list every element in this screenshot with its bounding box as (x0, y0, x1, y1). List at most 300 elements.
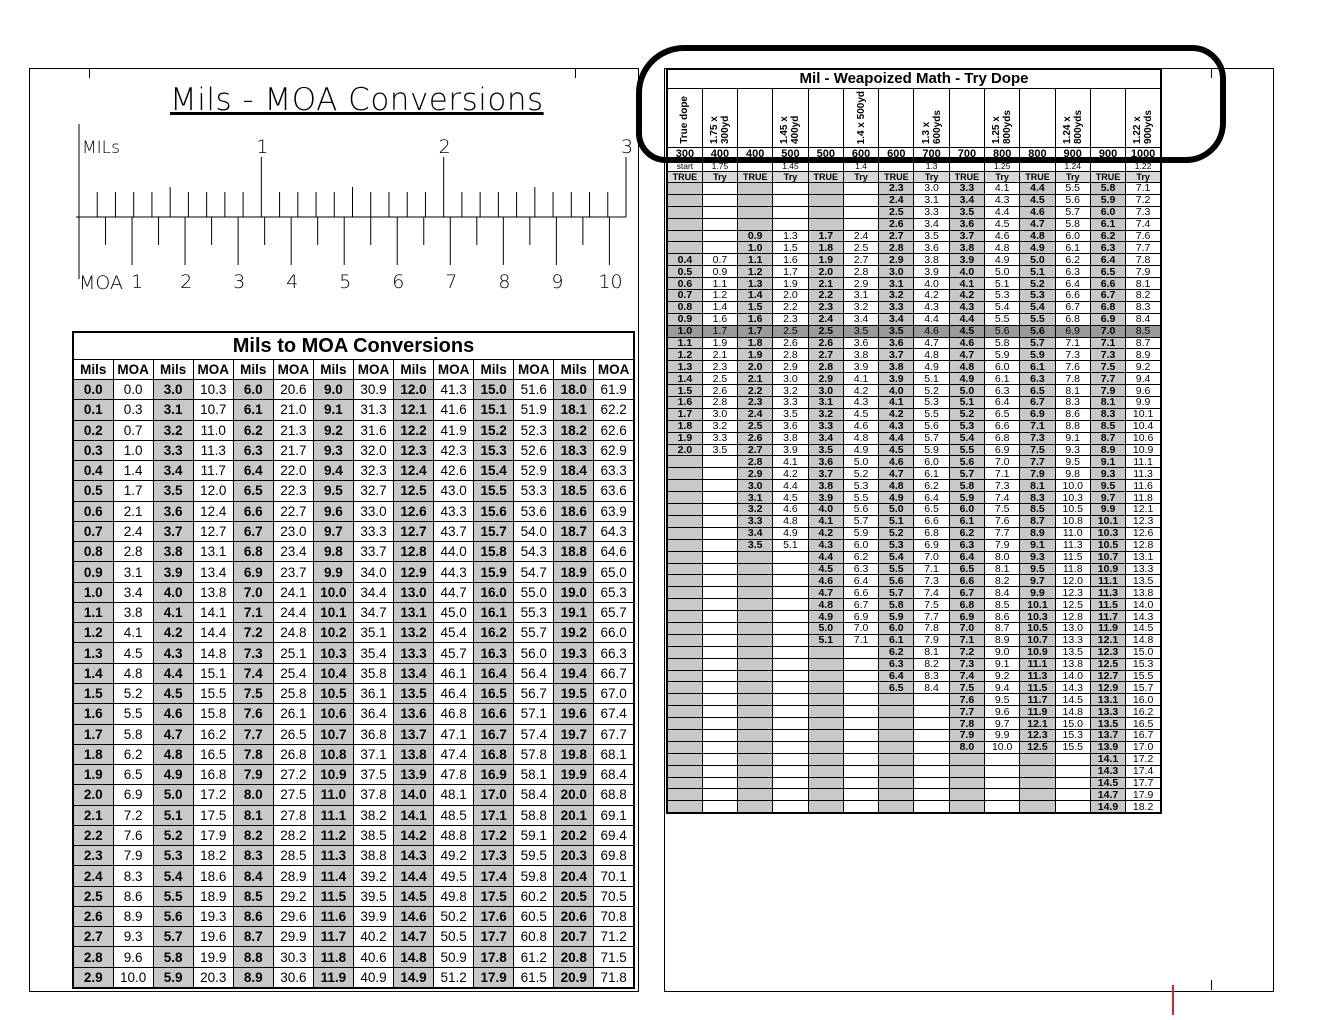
try-dope-cell (843, 194, 878, 206)
moa-cell: 1.0 (113, 440, 153, 460)
try-dope-cell: 18.2 (1126, 801, 1161, 813)
column-header: MOA (594, 360, 634, 380)
mils-cell: 4.1 (153, 602, 193, 622)
dope-row (667, 408, 1161, 420)
mils-cell: 10.7 (313, 724, 353, 744)
true-dope-cell: 2.9 (879, 254, 914, 266)
moa-cell: 48.1 (434, 785, 474, 805)
try-dope-cell: 16.0 (1126, 694, 1161, 706)
mils-cell: 2.6 (73, 906, 113, 926)
try-dope-cell (985, 765, 1020, 777)
true-dope-cell: 5.3 (1020, 290, 1055, 302)
true-dope-cell: 6.9 (1020, 408, 1055, 420)
moa-cell: 71.2 (594, 927, 634, 947)
dope-row (667, 325, 1161, 337)
moa-cell: 23.0 (273, 521, 313, 541)
mils-cell: 17.9 (474, 967, 514, 988)
try-dope-cell (773, 658, 808, 670)
true-dope-cell: 0.9 (738, 230, 773, 242)
moa-cell: 4.8 (113, 663, 153, 683)
true-dope-cell: 4.3 (879, 420, 914, 432)
try-dope-cell: 5.2 (914, 385, 949, 397)
mils-cell: 12.0 (394, 380, 434, 400)
moa-cell: 42.6 (434, 461, 474, 481)
moa-cell: 43.7 (434, 521, 474, 541)
true-dope-cell (667, 765, 702, 777)
true-dope-cell: 4.9 (1020, 242, 1055, 254)
moa-cell: 23.7 (273, 562, 313, 582)
range-multiplier-header (808, 89, 843, 148)
try-dope-cell (985, 777, 1020, 789)
moa-cell: 11.7 (193, 461, 233, 481)
true-dope-cell: 6.0 (949, 504, 984, 516)
moa-scale-number: 5 (339, 271, 352, 293)
true-dope-cell (738, 741, 773, 753)
dope-row (667, 777, 1161, 789)
try-dope-cell: 7.4 (1126, 218, 1161, 230)
try-dope-cell: 1.2 (702, 290, 737, 302)
moa-cell: 33.3 (353, 521, 393, 541)
moa-cell: 35.8 (353, 663, 393, 683)
table-row (73, 461, 634, 481)
true-dope-cell: 8.3 (1090, 408, 1125, 420)
true-dope-cell (808, 658, 843, 670)
true-dope-cell: 10.9 (1090, 563, 1125, 575)
true-dope-cell: 6.5 (879, 682, 914, 694)
true-dope-cell (667, 230, 702, 242)
table-row (73, 724, 634, 744)
try-dope-cell: 5.3 (985, 290, 1020, 302)
moa-cell: 69.8 (594, 846, 634, 866)
try-dope-cell: 6.8 (1055, 313, 1090, 325)
true-dope-cell: 1.9 (738, 349, 773, 361)
true-dope-cell (667, 777, 702, 789)
true-dope-cell (808, 718, 843, 730)
try-dope-cell: 8.2 (985, 575, 1020, 587)
mils-cell: 7.3 (233, 643, 273, 663)
moa-cell: 67.7 (594, 724, 634, 744)
moa-cell: 4.1 (113, 623, 153, 643)
try-dope-cell: 0.7 (702, 254, 737, 266)
true-dope-cell: 6.5 (1020, 385, 1055, 397)
moa-cell: 53.6 (514, 501, 554, 521)
try-dope-cell: 4.3 (914, 301, 949, 313)
try-dope-cell (773, 729, 808, 741)
table-row (73, 805, 634, 825)
try-dope-cell: 3.3 (702, 432, 737, 444)
try-dope-cell: 8.1 (1126, 278, 1161, 290)
try-dope-cell: 2.5 (843, 242, 878, 254)
moa-cell: 13.1 (193, 542, 233, 562)
try-dope-cell: 11.8 (1055, 563, 1090, 575)
true-dope-cell: 8.0 (949, 741, 984, 753)
table-row (73, 906, 634, 926)
true-dope-cell: 13.1 (1090, 694, 1125, 706)
true-dope-cell (879, 741, 914, 753)
moa-scale-number: 9 (551, 271, 564, 293)
mils-cell: 11.0 (313, 785, 353, 805)
try-dope-cell: 12.3 (1126, 515, 1161, 527)
true-dope-cell: 5.8 (949, 480, 984, 492)
try-dope-cell: 13.0 (1055, 622, 1090, 634)
true-dope-cell: 2.8 (879, 242, 914, 254)
true-dope-cell: 4.5 (879, 444, 914, 456)
try-dope-cell (843, 753, 878, 765)
true-dope-cell: 4.1 (808, 515, 843, 527)
moa-cell: 14.8 (193, 643, 233, 663)
try-dope-cell: 7.0 (843, 622, 878, 634)
moa-cell: 56.4 (514, 663, 554, 683)
true-dope-cell: 6.5 (949, 563, 984, 575)
try-dope-cell (914, 741, 949, 753)
true-dope-cell (808, 206, 843, 218)
true-dope-cell (738, 765, 773, 777)
table-row (73, 947, 634, 967)
true-dope-cell: 4.3 (808, 539, 843, 551)
moa-scale-number: 1 (131, 271, 144, 293)
moa-cell: 9.3 (113, 927, 153, 947)
mils-cell: 6.1 (233, 400, 273, 420)
mils-cell: 7.9 (233, 765, 273, 785)
try-dope-cell: 7.6 (985, 515, 1020, 527)
moa-cell: 67.4 (594, 704, 634, 724)
true-dope-cell: 1.7 (738, 325, 773, 337)
moa-cell: 49.8 (434, 886, 474, 906)
moa-cell: 5.8 (113, 724, 153, 744)
true-dope-cell (667, 634, 702, 646)
moa-cell: 12.4 (193, 501, 233, 521)
true-dope-cell: 5.6 (1020, 325, 1055, 337)
range-cell: 600 (879, 148, 914, 161)
true-dope-cell (949, 753, 984, 765)
try-dope-cell: 13.8 (1126, 587, 1161, 599)
try-dope-cell: 5.6 (1055, 194, 1090, 206)
true-dope-cell (738, 634, 773, 646)
try-dope-cell (773, 634, 808, 646)
true-dope-cell (949, 765, 984, 777)
mils-cell: 20.0 (554, 785, 594, 805)
moa-cell: 19.3 (193, 906, 233, 926)
true-dope-cell: 3.2 (879, 290, 914, 302)
moa-cell: 62.2 (594, 400, 634, 420)
moa-cell: 68.8 (594, 785, 634, 805)
mils-cell: 15.2 (474, 420, 514, 440)
true-dope-cell (667, 587, 702, 599)
true-dope-cell: 7.1 (1020, 420, 1055, 432)
true-dope-cell: 4.9 (949, 373, 984, 385)
table-row (73, 623, 634, 643)
true-dope-cell: 7.8 (949, 718, 984, 730)
true-dope-cell (667, 575, 702, 587)
try-dope-cell (914, 729, 949, 741)
true-dope-cell (808, 646, 843, 658)
true-dope-cell: 1.6 (667, 397, 702, 409)
true-dope-cell: 5.0 (808, 622, 843, 634)
true-dope-cell: 10.3 (1020, 611, 1055, 623)
mils-cell: 7.0 (233, 582, 273, 602)
try-dope-cell: 6.2 (914, 480, 949, 492)
mils-cell: 8.6 (233, 906, 273, 926)
moa-cell: 19.9 (193, 947, 233, 967)
true-dope-cell: 12.3 (1090, 646, 1125, 658)
true-dope-cell (738, 777, 773, 789)
true-dope-cell: 5.9 (1020, 349, 1055, 361)
try-dope-cell: 12.5 (1055, 599, 1090, 611)
try-dope-cell (702, 468, 737, 480)
mils-cell: 11.4 (313, 866, 353, 886)
try-dope-table (666, 68, 1162, 814)
try-dope-cell (702, 218, 737, 230)
moa-cell: 39.9 (353, 906, 393, 926)
try-dope-cell: 2.6 (702, 385, 737, 397)
multiplier-cell: 1.3 (914, 161, 949, 172)
mils-cell: 1.1 (73, 602, 113, 622)
true-dope-cell: 0.7 (667, 290, 702, 302)
true-dope-cell: 11.3 (1090, 587, 1125, 599)
moa-cell: 37.5 (353, 765, 393, 785)
multiplier-cell (949, 161, 984, 172)
mils-cell: 0.7 (73, 521, 113, 541)
try-dope-cell: 2.9 (843, 278, 878, 290)
mils-cell: 19.4 (554, 663, 594, 683)
try-dope-cell (702, 753, 737, 765)
moa-cell: 55.3 (514, 602, 554, 622)
range-cell: 500 (773, 148, 808, 161)
true-dope-cell: 3.3 (738, 515, 773, 527)
mils-cell: 10.2 (313, 623, 353, 643)
true-dope-cell: 4.5 (808, 563, 843, 575)
moa-cell: 59.1 (514, 825, 554, 845)
try-dope-cell: 6.3 (843, 563, 878, 575)
true-dope-cell: 4.7 (1020, 218, 1055, 230)
table-row (73, 440, 634, 460)
mils-cell: 7.2 (233, 623, 273, 643)
true-dope-cell: 2.4 (738, 408, 773, 420)
try-dope-cell: 4.9 (843, 444, 878, 456)
dope-row (667, 753, 1161, 765)
try-dope-cell (773, 646, 808, 658)
true-dope-cell (738, 706, 773, 718)
try-dope-cell: 13.3 (1126, 563, 1161, 575)
try-dope-cell (1055, 801, 1090, 813)
true-dope-cell (879, 718, 914, 730)
dope-row (667, 301, 1161, 313)
try-dope-cell: 17.7 (1126, 777, 1161, 789)
mils-cell: 3.0 (153, 380, 193, 400)
true-dope-cell (667, 611, 702, 623)
mils-cell: 18.7 (554, 521, 594, 541)
try-dope-cell: 6.6 (985, 420, 1020, 432)
mils-cell: 13.4 (394, 663, 434, 683)
true-dope-cell: 4.9 (879, 492, 914, 504)
try-dope-cell: 3.9 (843, 361, 878, 373)
mils-cell: 0.5 (73, 481, 113, 501)
true-dope-cell: 1.8 (667, 420, 702, 432)
try-dope-cell: 7.6 (1055, 361, 1090, 373)
true-dope-cell (879, 753, 914, 765)
mils-cell: 12.5 (394, 481, 434, 501)
true-dope-cell: 11.5 (1090, 599, 1125, 611)
true-dope-cell (667, 206, 702, 218)
try-dope-cell: 3.4 (843, 313, 878, 325)
moa-cell: 31.3 (353, 400, 393, 420)
multiplier-cell: 1.22 (1126, 161, 1161, 172)
moa-cell: 65.7 (594, 602, 634, 622)
try-dope-cell (843, 765, 878, 777)
mils-cell: 11.1 (313, 805, 353, 825)
try-dope-cell: 6.7 (1055, 301, 1090, 313)
moa-cell: 2.8 (113, 542, 153, 562)
mils-cell: 16.5 (474, 683, 514, 703)
moa-cell: 34.7 (353, 602, 393, 622)
mils-cell: 2.2 (73, 825, 113, 845)
true-dope-cell: 5.1 (879, 515, 914, 527)
true-dope-cell: 6.4 (1090, 254, 1125, 266)
mils-cell: 9.3 (313, 440, 353, 460)
true-dope-cell: 9.7 (1090, 492, 1125, 504)
true-dope-cell (738, 646, 773, 658)
try-dope-cell: 6.9 (843, 611, 878, 623)
mils-cell: 18.4 (554, 461, 594, 481)
true-dope-cell: 7.9 (1020, 468, 1055, 480)
try-dope-cell: 2.0 (773, 290, 808, 302)
multiplier-cell (1020, 161, 1055, 172)
true-dope-cell: 7.9 (949, 729, 984, 741)
try-dope-cell: 7.6 (1126, 230, 1161, 242)
mils-cell: 7.4 (233, 663, 273, 683)
mils-cell: 1.9 (73, 765, 113, 785)
true-dope-cell: 4.0 (949, 266, 984, 278)
try-dope-cell (773, 777, 808, 789)
true-dope-cell: 5.0 (1020, 254, 1055, 266)
dope-row (667, 266, 1161, 278)
true-dope-cell (667, 527, 702, 539)
try-dope-cell: 9.9 (1126, 397, 1161, 409)
moa-cell: 66.7 (594, 663, 634, 683)
mils-cell: 5.0 (153, 785, 193, 805)
true-dope-cell: 8.7 (1090, 432, 1125, 444)
moa-cell: 66.0 (594, 623, 634, 643)
moa-cell: 54.7 (514, 562, 554, 582)
try-dope-cell (914, 789, 949, 801)
mils-cell: 5.8 (153, 947, 193, 967)
range-multiplier-header: 1.22 x 900yds (1126, 89, 1161, 148)
mils-cell: 8.7 (233, 927, 273, 947)
true-dope-cell: 1.5 (667, 385, 702, 397)
moa-cell: 0.3 (113, 400, 153, 420)
range-cell: 500 (808, 148, 843, 161)
dope-type-cell: TRUE (738, 172, 773, 183)
true-dope-cell: 10.1 (1090, 515, 1125, 527)
true-dope-cell (667, 563, 702, 575)
dope-row (667, 385, 1161, 397)
moa-cell: 52.6 (514, 440, 554, 460)
moa-cell: 63.6 (594, 481, 634, 501)
true-dope-cell (808, 194, 843, 206)
mils-cell: 18.8 (554, 542, 594, 562)
moa-cell: 21.3 (273, 420, 313, 440)
mils-cell: 12.8 (394, 542, 434, 562)
page-title: Mils - MOA Conversions (170, 82, 544, 118)
true-dope-cell: 4.7 (808, 587, 843, 599)
mils-cell: 19.6 (554, 704, 594, 724)
true-dope-cell (808, 682, 843, 694)
true-dope-cell: 11.1 (1090, 575, 1125, 587)
try-dope-cell: 5.7 (843, 515, 878, 527)
true-dope-cell (738, 753, 773, 765)
try-dope-cell: 2.9 (773, 361, 808, 373)
try-dope-cell: 11.3 (1126, 468, 1161, 480)
dope-row (667, 634, 1161, 646)
true-dope-cell: 7.7 (949, 706, 984, 718)
try-dope-cell (702, 456, 737, 468)
true-dope-cell: 6.1 (949, 515, 984, 527)
column-header: MOA (273, 360, 313, 380)
true-dope-cell: 3.2 (808, 408, 843, 420)
try-dope-cell: 5.8 (1055, 218, 1090, 230)
true-dope-cell: 6.1 (1020, 361, 1055, 373)
try-dope-cell: 3.5 (773, 408, 808, 420)
table-row (73, 846, 634, 866)
try-dope-cell: 3.6 (773, 420, 808, 432)
dope-row (667, 290, 1161, 302)
moa-cell: 11.3 (193, 440, 233, 460)
true-dope-cell (667, 801, 702, 813)
moa-cell: 36.8 (353, 724, 393, 744)
moa-cell: 55.7 (514, 623, 554, 643)
mils-cell: 16.1 (474, 602, 514, 622)
crop-mark (1211, 980, 1212, 990)
mils-cell: 13.5 (394, 683, 434, 703)
mils-cell: 3.2 (153, 420, 193, 440)
try-dope-cell: 4.9 (914, 361, 949, 373)
moa-cell: 40.9 (353, 967, 393, 988)
moa-cell: 39.5 (353, 886, 393, 906)
mils-cell: 10.4 (313, 663, 353, 683)
true-dope-cell: 7.7 (1090, 373, 1125, 385)
dope-row (667, 397, 1161, 409)
try-dope-cell: 3.5 (702, 444, 737, 456)
moa-cell: 11.0 (193, 420, 233, 440)
multiplier-cell (738, 161, 773, 172)
range-multiplier-header: 1.24 x 800yds (1055, 89, 1090, 148)
mils-cell: 4.9 (153, 765, 193, 785)
mils-cell: 16.3 (474, 643, 514, 663)
moa-cell: 27.5 (273, 785, 313, 805)
moa-cell: 70.8 (594, 906, 634, 926)
true-dope-cell (949, 777, 984, 789)
try-dope-cell: 16.2 (1126, 706, 1161, 718)
true-dope-cell (667, 729, 702, 741)
try-dope-cell: 1.9 (702, 337, 737, 349)
try-dope-cell: 17.4 (1126, 765, 1161, 777)
moa-cell: 3.4 (113, 582, 153, 602)
try-dope-cell (843, 777, 878, 789)
true-dope-cell (738, 183, 773, 195)
table-row (73, 380, 634, 400)
dope-row (667, 242, 1161, 254)
mils-cell: 1.5 (73, 683, 113, 703)
dope-row (667, 492, 1161, 504)
true-dope-cell: 10.9 (1020, 646, 1055, 658)
mils-cell: 20.2 (554, 825, 594, 845)
column-header: Mils (554, 360, 594, 380)
try-dope-cell (773, 599, 808, 611)
dope-row (667, 278, 1161, 290)
true-dope-cell: 9.1 (1090, 456, 1125, 468)
column-header: MOA (514, 360, 554, 380)
mils-cell: 19.5 (554, 683, 594, 703)
